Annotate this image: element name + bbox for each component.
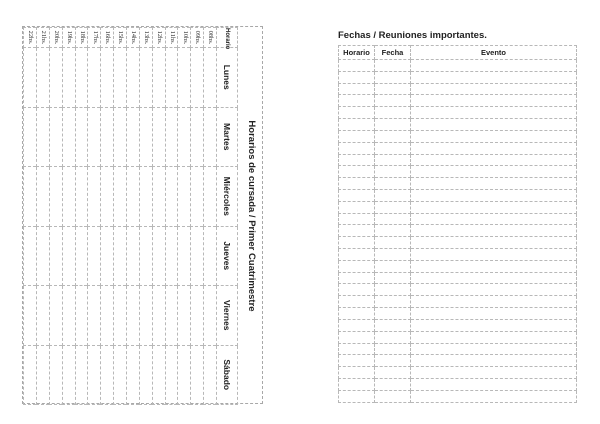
events-cell[interactable] bbox=[375, 319, 411, 331]
events-row bbox=[339, 237, 577, 249]
hour-label: 21hs. bbox=[36, 28, 49, 48]
schedule-cell[interactable] bbox=[62, 167, 75, 227]
events-cell[interactable] bbox=[411, 154, 577, 166]
events-cell[interactable] bbox=[411, 142, 577, 154]
events-cell[interactable] bbox=[411, 272, 577, 284]
schedule-cell[interactable] bbox=[62, 48, 75, 108]
events-cell[interactable] bbox=[339, 249, 375, 261]
events-cell[interactable] bbox=[339, 166, 375, 178]
events-cell[interactable] bbox=[411, 378, 577, 390]
hour-label: 19hs. bbox=[62, 28, 75, 48]
schedule-cell[interactable] bbox=[88, 107, 101, 167]
schedule-cell[interactable] bbox=[165, 226, 178, 286]
schedule-row bbox=[165, 28, 178, 405]
hour-label: 20hs. bbox=[49, 28, 62, 48]
schedule-cell[interactable] bbox=[36, 48, 49, 108]
events-cell[interactable] bbox=[411, 130, 577, 142]
schedule-cell[interactable] bbox=[139, 167, 152, 227]
events-row bbox=[339, 319, 577, 331]
events-cell[interactable] bbox=[339, 331, 375, 343]
schedule-cell[interactable] bbox=[191, 48, 204, 108]
schedule-cell[interactable] bbox=[165, 48, 178, 108]
schedule-cell[interactable] bbox=[75, 167, 88, 227]
schedule-cell[interactable] bbox=[139, 286, 152, 346]
events-cell[interactable] bbox=[411, 331, 577, 343]
events-cell[interactable] bbox=[375, 237, 411, 249]
events-cell[interactable] bbox=[375, 355, 411, 367]
events-cell[interactable] bbox=[375, 249, 411, 261]
schedule-rotated-content bbox=[23, 27, 264, 405]
schedule-row bbox=[114, 28, 127, 405]
hour-label: 12hs. bbox=[152, 28, 165, 48]
events-row bbox=[339, 83, 577, 95]
events-cell[interactable] bbox=[411, 178, 577, 190]
hour-label: 15hs. bbox=[114, 28, 127, 48]
schedule-cell[interactable] bbox=[24, 345, 37, 405]
events-cell[interactable] bbox=[339, 142, 375, 154]
schedule-cell[interactable] bbox=[88, 167, 101, 227]
hour-label: 08hs. bbox=[204, 28, 217, 48]
schedule-cell[interactable] bbox=[49, 226, 62, 286]
schedule-cell[interactable] bbox=[191, 286, 204, 346]
schedule-cell[interactable] bbox=[62, 345, 75, 405]
schedule-cell[interactable] bbox=[204, 167, 217, 227]
schedule-cell[interactable] bbox=[204, 226, 217, 286]
schedule-cell[interactable] bbox=[178, 167, 191, 227]
events-cell[interactable] bbox=[375, 95, 411, 107]
events-row bbox=[339, 272, 577, 284]
schedule-cell[interactable] bbox=[36, 226, 49, 286]
events-cell[interactable] bbox=[411, 213, 577, 225]
schedule-cell[interactable] bbox=[178, 226, 191, 286]
schedule-cell[interactable] bbox=[49, 48, 62, 108]
events-cell[interactable] bbox=[375, 225, 411, 237]
schedule-cell[interactable] bbox=[204, 345, 217, 405]
schedule-cell[interactable] bbox=[36, 286, 49, 346]
events-cell[interactable] bbox=[339, 284, 375, 296]
hour-label: 10hs. bbox=[178, 28, 191, 48]
events-row bbox=[339, 308, 577, 320]
schedule-cell[interactable] bbox=[152, 345, 165, 405]
events-cell[interactable] bbox=[339, 178, 375, 190]
schedule-cell[interactable] bbox=[62, 286, 75, 346]
events-cell[interactable] bbox=[411, 107, 577, 119]
schedule-row bbox=[126, 28, 139, 405]
events-cell[interactable] bbox=[375, 154, 411, 166]
schedule-row bbox=[204, 28, 217, 405]
events-cell[interactable] bbox=[411, 237, 577, 249]
schedule-title: Horarios de cursada / Primer Cuatrimestre bbox=[246, 120, 257, 312]
hour-label: 17hs. bbox=[88, 28, 101, 48]
events-row bbox=[339, 284, 577, 296]
schedule-cell[interactable] bbox=[165, 286, 178, 346]
schedule-cell[interactable] bbox=[191, 167, 204, 227]
schedule-cell[interactable] bbox=[62, 107, 75, 167]
schedule-table bbox=[23, 27, 238, 405]
events-table bbox=[338, 45, 577, 403]
schedule-row bbox=[139, 28, 152, 405]
day-header-martes: Martes bbox=[217, 107, 238, 167]
schedule-row bbox=[178, 28, 191, 405]
events-row bbox=[339, 213, 577, 225]
events-row bbox=[339, 225, 577, 237]
schedule-cell[interactable] bbox=[24, 107, 37, 167]
events-cell[interactable] bbox=[375, 201, 411, 213]
events-cell[interactable] bbox=[339, 119, 375, 131]
events-col-horario: Horario bbox=[339, 46, 375, 60]
events-row bbox=[339, 378, 577, 390]
events-cell[interactable] bbox=[411, 249, 577, 261]
events-row bbox=[339, 201, 577, 213]
schedule-cell[interactable] bbox=[75, 345, 88, 405]
schedule-cell[interactable] bbox=[165, 167, 178, 227]
day-header-jueves: Jueves bbox=[217, 226, 238, 286]
schedule-cell[interactable] bbox=[75, 48, 88, 108]
events-cell[interactable] bbox=[411, 308, 577, 320]
events-header-row bbox=[339, 46, 577, 60]
events-row bbox=[339, 178, 577, 190]
events-row bbox=[339, 107, 577, 119]
schedule-cell[interactable] bbox=[88, 48, 101, 108]
events-cell[interactable] bbox=[411, 390, 577, 402]
events-cell[interactable] bbox=[411, 71, 577, 83]
day-header-sabado: Sábado bbox=[217, 345, 238, 405]
schedule-cell[interactable] bbox=[126, 167, 139, 227]
events-cell[interactable] bbox=[339, 189, 375, 201]
events-cell[interactable] bbox=[375, 60, 411, 72]
schedule-cell[interactable] bbox=[165, 107, 178, 167]
hour-label: 14hs. bbox=[126, 28, 139, 48]
schedule-cell[interactable] bbox=[191, 226, 204, 286]
day-header-miercoles: Miércoles bbox=[217, 167, 238, 227]
schedule-row bbox=[152, 28, 165, 405]
schedule-cell[interactable] bbox=[139, 226, 152, 286]
schedule-hour-header: Horario bbox=[217, 28, 238, 48]
events-cell[interactable] bbox=[339, 71, 375, 83]
schedule-cell[interactable] bbox=[24, 286, 37, 346]
schedule-cell[interactable] bbox=[152, 48, 165, 108]
events-cell[interactable] bbox=[339, 225, 375, 237]
events-row bbox=[339, 189, 577, 201]
events-cell[interactable] bbox=[339, 319, 375, 331]
schedule-row bbox=[36, 28, 49, 405]
events-cell[interactable] bbox=[375, 119, 411, 131]
hour-label: 22hs. bbox=[24, 28, 37, 48]
events-row bbox=[339, 296, 577, 308]
events-row bbox=[339, 154, 577, 166]
schedule-cell[interactable] bbox=[178, 345, 191, 405]
events-cell[interactable] bbox=[339, 95, 375, 107]
schedule-row bbox=[62, 28, 75, 405]
schedule-cell[interactable] bbox=[101, 226, 114, 286]
schedule-cell[interactable] bbox=[88, 226, 101, 286]
events-cell[interactable] bbox=[375, 142, 411, 154]
schedule-cell[interactable] bbox=[101, 286, 114, 346]
events-cell[interactable] bbox=[375, 178, 411, 190]
schedule-header-row bbox=[217, 28, 238, 405]
schedule-cell[interactable] bbox=[152, 167, 165, 227]
schedule-cell[interactable] bbox=[101, 345, 114, 405]
events-cell[interactable] bbox=[375, 343, 411, 355]
schedule-cell[interactable] bbox=[178, 48, 191, 108]
events-row bbox=[339, 367, 577, 379]
day-header-lunes: Lunes bbox=[217, 48, 238, 108]
events-cell[interactable] bbox=[375, 284, 411, 296]
schedule-cell[interactable] bbox=[114, 167, 127, 227]
hour-label: 11hs. bbox=[165, 28, 178, 48]
schedule-cell[interactable] bbox=[36, 345, 49, 405]
events-cell[interactable] bbox=[375, 260, 411, 272]
events-cell[interactable] bbox=[375, 378, 411, 390]
schedule-cell[interactable] bbox=[101, 107, 114, 167]
schedule-cell[interactable] bbox=[114, 345, 127, 405]
schedule-cell[interactable] bbox=[139, 107, 152, 167]
events-cell[interactable] bbox=[339, 201, 375, 213]
schedule-sheet bbox=[22, 26, 263, 404]
events-body bbox=[339, 60, 577, 403]
events-cell[interactable] bbox=[411, 367, 577, 379]
events-cell[interactable] bbox=[411, 60, 577, 72]
events-cell[interactable] bbox=[339, 130, 375, 142]
schedule-cell[interactable] bbox=[204, 48, 217, 108]
events-cell[interactable] bbox=[375, 213, 411, 225]
schedule-cell[interactable] bbox=[101, 48, 114, 108]
schedule-cell[interactable] bbox=[139, 345, 152, 405]
schedule-cell[interactable] bbox=[191, 345, 204, 405]
events-cell[interactable] bbox=[339, 107, 375, 119]
events-cell[interactable] bbox=[339, 237, 375, 249]
events-title: Fechas / Reuniones importantes. bbox=[338, 30, 487, 41]
schedule-cell[interactable] bbox=[152, 286, 165, 346]
schedule-row bbox=[49, 28, 62, 405]
events-row bbox=[339, 390, 577, 402]
schedule-cell[interactable] bbox=[165, 345, 178, 405]
events-cell[interactable] bbox=[339, 355, 375, 367]
events-cell[interactable] bbox=[375, 130, 411, 142]
events-cell[interactable] bbox=[375, 308, 411, 320]
events-cell[interactable] bbox=[339, 367, 375, 379]
day-header-viernes: Viernes bbox=[217, 286, 238, 346]
events-cell[interactable] bbox=[411, 355, 577, 367]
events-row bbox=[339, 260, 577, 272]
events-cell[interactable] bbox=[411, 83, 577, 95]
schedule-cell[interactable] bbox=[24, 167, 37, 227]
events-cell[interactable] bbox=[339, 60, 375, 72]
schedule-cell[interactable] bbox=[114, 48, 127, 108]
events-cell[interactable] bbox=[411, 201, 577, 213]
events-cell[interactable] bbox=[375, 390, 411, 402]
events-row bbox=[339, 331, 577, 343]
events-cell[interactable] bbox=[411, 296, 577, 308]
schedule-cell[interactable] bbox=[178, 107, 191, 167]
schedule-cell[interactable] bbox=[75, 226, 88, 286]
schedule-cell[interactable] bbox=[36, 107, 49, 167]
events-cell[interactable] bbox=[375, 189, 411, 201]
schedule-row bbox=[88, 28, 101, 405]
events-cell[interactable] bbox=[411, 343, 577, 355]
schedule-cell[interactable] bbox=[49, 286, 62, 346]
events-row bbox=[339, 95, 577, 107]
schedule-cell[interactable] bbox=[88, 345, 101, 405]
events-row bbox=[339, 71, 577, 83]
hour-label: 13hs. bbox=[139, 28, 152, 48]
events-cell[interactable] bbox=[375, 71, 411, 83]
schedule-cell[interactable] bbox=[152, 226, 165, 286]
schedule-cell[interactable] bbox=[126, 226, 139, 286]
schedule-cell[interactable] bbox=[114, 226, 127, 286]
events-col-fecha: Fecha bbox=[375, 46, 411, 60]
hour-label: 18hs. bbox=[75, 28, 88, 48]
events-cell[interactable] bbox=[339, 154, 375, 166]
events-cell[interactable] bbox=[375, 166, 411, 178]
schedule-cell[interactable] bbox=[49, 167, 62, 227]
events-cell[interactable] bbox=[339, 343, 375, 355]
schedule-cell[interactable] bbox=[75, 107, 88, 167]
schedule-cell[interactable] bbox=[178, 286, 191, 346]
schedule-cell[interactable] bbox=[24, 226, 37, 286]
events-cell[interactable] bbox=[375, 272, 411, 284]
events-cell[interactable] bbox=[411, 225, 577, 237]
events-cell[interactable] bbox=[375, 83, 411, 95]
events-cell[interactable] bbox=[339, 83, 375, 95]
events-cell[interactable] bbox=[375, 107, 411, 119]
events-row bbox=[339, 166, 577, 178]
events-cell[interactable] bbox=[375, 331, 411, 343]
schedule-cell[interactable] bbox=[152, 107, 165, 167]
events-cell[interactable] bbox=[339, 272, 375, 284]
hour-label: 09hs. bbox=[191, 28, 204, 48]
events-col-evento: Evento bbox=[411, 46, 577, 60]
events-cell[interactable] bbox=[411, 119, 577, 131]
events-cell[interactable] bbox=[339, 390, 375, 402]
schedule-cell[interactable] bbox=[191, 107, 204, 167]
events-cell[interactable] bbox=[411, 166, 577, 178]
events-cell[interactable] bbox=[375, 296, 411, 308]
schedule-cell[interactable] bbox=[139, 48, 152, 108]
schedule-cell[interactable] bbox=[36, 167, 49, 227]
schedule-cell[interactable] bbox=[126, 286, 139, 346]
schedule-cell[interactable] bbox=[75, 286, 88, 346]
events-row bbox=[339, 249, 577, 261]
events-cell[interactable] bbox=[375, 367, 411, 379]
schedule-cell[interactable] bbox=[114, 107, 127, 167]
schedule-row bbox=[24, 28, 37, 405]
schedule-cell[interactable] bbox=[88, 286, 101, 346]
events-cell[interactable] bbox=[411, 284, 577, 296]
events-row bbox=[339, 119, 577, 131]
events-cell[interactable] bbox=[339, 296, 375, 308]
schedule-row bbox=[101, 28, 114, 405]
schedule-row bbox=[75, 28, 88, 405]
events-row bbox=[339, 355, 577, 367]
schedule-cell[interactable] bbox=[114, 286, 127, 346]
events-row bbox=[339, 142, 577, 154]
events-cell[interactable] bbox=[411, 189, 577, 201]
events-cell[interactable] bbox=[339, 308, 375, 320]
events-row bbox=[339, 130, 577, 142]
schedule-cell[interactable] bbox=[126, 107, 139, 167]
events-cell[interactable] bbox=[339, 378, 375, 390]
schedule-cell[interactable] bbox=[49, 345, 62, 405]
schedule-cell[interactable] bbox=[49, 107, 62, 167]
schedule-cell[interactable] bbox=[126, 345, 139, 405]
events-cell[interactable] bbox=[339, 260, 375, 272]
events-cell[interactable] bbox=[411, 319, 577, 331]
schedule-cell[interactable] bbox=[24, 48, 37, 108]
schedule-cell[interactable] bbox=[126, 48, 139, 108]
schedule-cell[interactable] bbox=[204, 286, 217, 346]
events-row bbox=[339, 60, 577, 72]
events-cell[interactable] bbox=[339, 213, 375, 225]
events-cell[interactable] bbox=[411, 260, 577, 272]
schedule-row bbox=[191, 28, 204, 405]
hour-label: 16hs. bbox=[101, 28, 114, 48]
schedule-body bbox=[24, 28, 217, 405]
schedule-cell[interactable] bbox=[62, 226, 75, 286]
events-cell[interactable] bbox=[411, 95, 577, 107]
schedule-cell[interactable] bbox=[101, 167, 114, 227]
schedule-cell[interactable] bbox=[204, 107, 217, 167]
events-row bbox=[339, 343, 577, 355]
